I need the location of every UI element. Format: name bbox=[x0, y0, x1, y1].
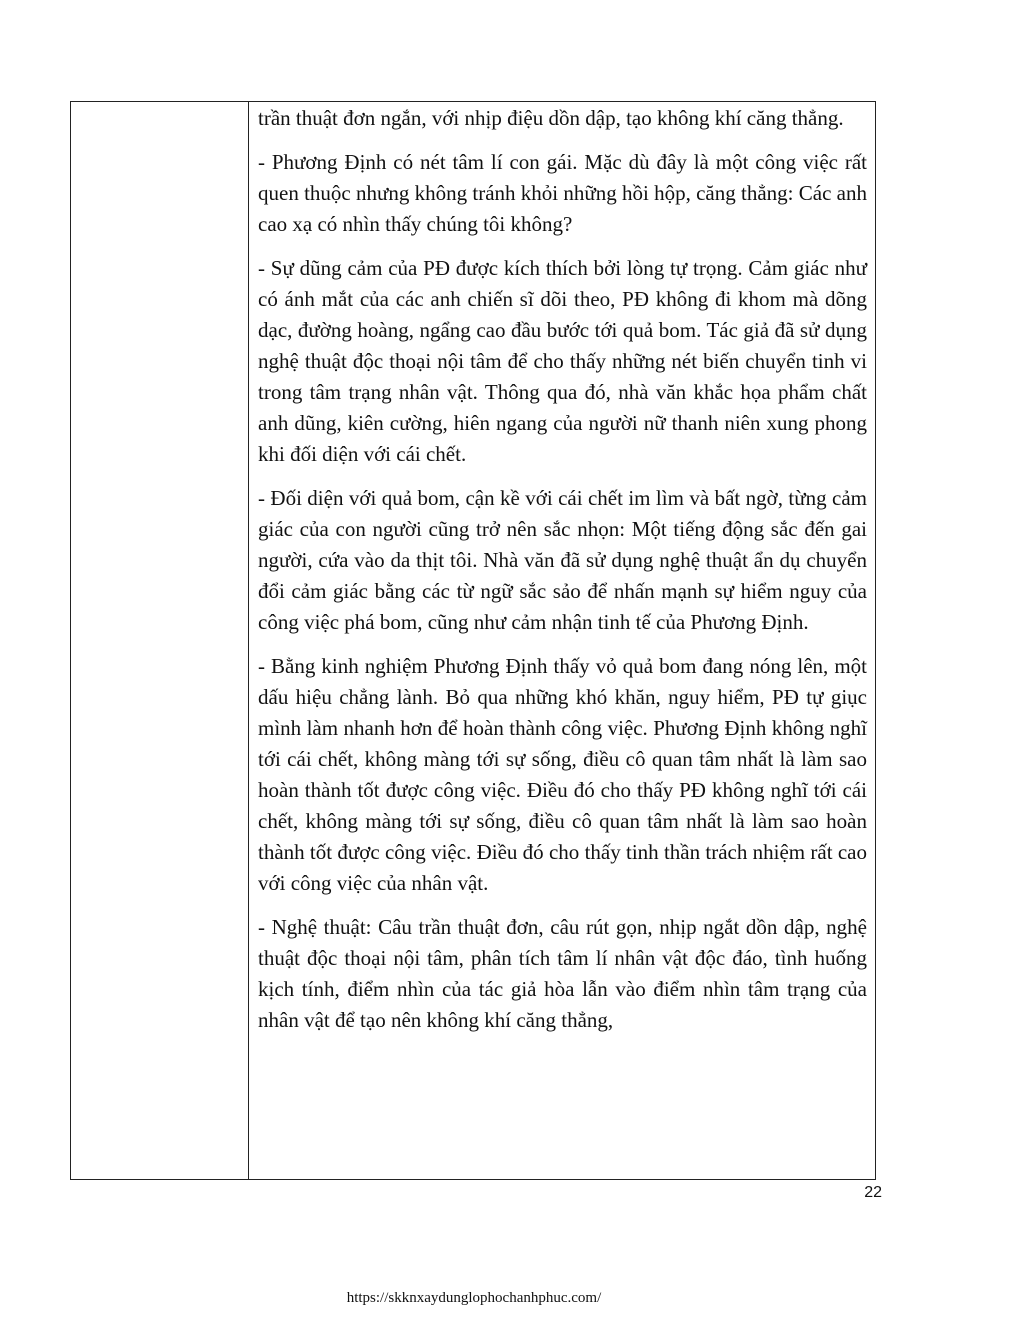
content-table bbox=[70, 101, 876, 1180]
paragraph-6: - Nghệ thuật: Câu trần thuật đơn, câu rút gọn, nhịp ngắt dồn dập, nghệ thuật độc thoại nội tâm, phân tích tâm lí nhân vật độc đáo, tình huống kịch tính, điểm nhìn của tác giả hòa lẫn vào điểm nhìn tâm trạng của nhân vật để tạo nên không khí căng thẳng, bbox=[258, 915, 867, 1032]
page-number: 22 bbox=[864, 1184, 882, 1201]
paragraph-4: - Đối diện với quả bom, cận kề với cái chết im lìm và bất ngờ, từng cảm giác của con người cũng trở nên sắc nhọn: Một tiếng động sắc đến gai người, cứa vào da thịt tôi. Nhà văn đã sử dụng nghệ thuật ẩn dụ chuyển đổi cảm giác bằng các từ ngữ sắc sảo để nhấn mạnh sự hiểm nguy của công việc phá bom, cũng như cảm nhận tinh tế của Phương Định. bbox=[258, 486, 867, 634]
paragraph-3: - Sự dũng cảm của PĐ được kích thích bởi lòng tự trọng. Cảm giác như có ánh mắt của các anh chiến sĩ dõi theo, PĐ không đi khom mà dõng dạc, đường hoàng, ngẩng cao đầu bước tới quả bom. Tác giả đã sử dụng nghệ thuật độc thoại nội tâm để cho thấy những nét biến chuyển tinh vi trong tâm trạng nhân vật. Thông qua đó, nhà văn khắc họa phẩm chất anh dũng, kiên cường, hiên ngang của người nữ thanh niên xung phong khi đối diện với cái chết. bbox=[258, 256, 867, 466]
table-right-column bbox=[249, 102, 875, 1179]
paragraph-5: - Bằng kinh nghiệm Phương Định thấy vỏ quả bom đang nóng lên, một dấu hiệu chẳng lành. Bỏ qua những khó khăn, nguy hiểm, PĐ tự giục mình làm nhanh hơn để hoàn thành công việc. Phương Định không nghĩ tới cái chết, không màng tới sự sống, điều cô quan tâm nhất là làm sao hoàn thành tốt được công việc. Điều đó cho thấy PĐ không nghĩ tới cái chết, không màng tới sự sống, điều cô quan tâm nhất là làm sao hoàn thành tốt được công việc. Điều đó cho thấy tinh thần trách nhiệm rất cao với công việc của nhân vật. bbox=[258, 654, 867, 895]
table-left-column bbox=[71, 102, 249, 1179]
footer-url[interactable]: https://skknxaydunglophochanhphuc.com/ bbox=[346, 1290, 602, 1306]
paragraph-1: trần thuật đơn ngắn, với nhịp điệu dồn dập, tạo không khí căng thẳng. bbox=[258, 106, 844, 130]
paragraph-2: - Phương Định có nét tâm lí con gái. Mặc dù đây là một công việc rất quen thuộc nhưng không tránh khỏi những hồi hộp, căng thẳng: Các anh cao xạ có nhìn thấy chúng tôi không? bbox=[258, 150, 867, 236]
